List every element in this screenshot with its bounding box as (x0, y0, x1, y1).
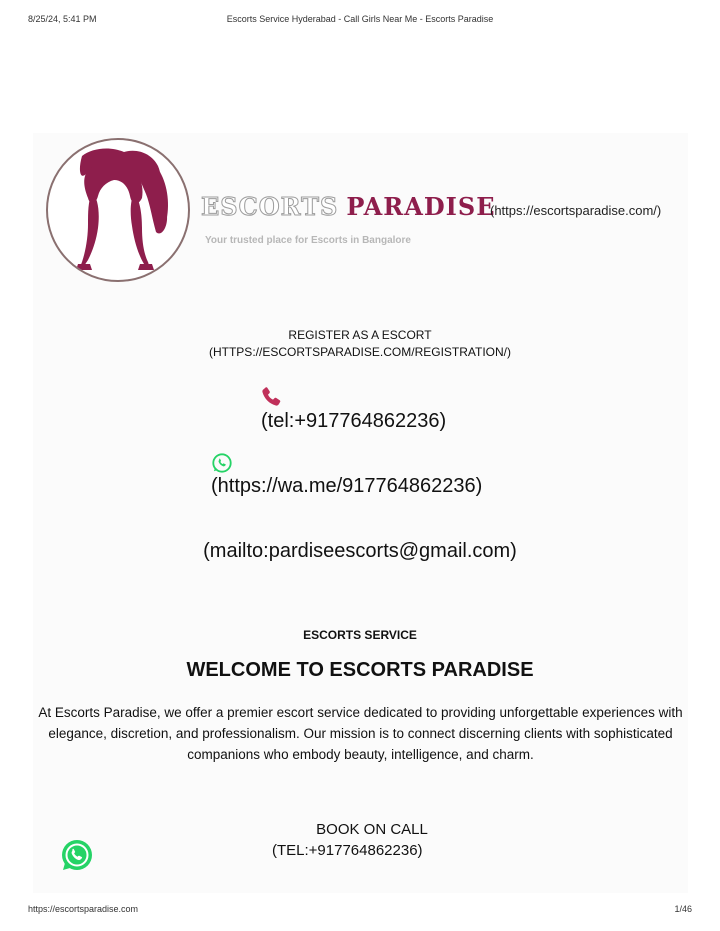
logo-tagline: Your trusted place for Escorts in Bangalore (205, 235, 411, 246)
whatsapp-link[interactable]: (https://wa.me/917764862236) (211, 475, 483, 497)
intro-paragraph: At Escorts Paradise, we offer a premier escort service dedicated to providing unforgettable experiences with elegance, discretion, and professionalism. Our mission is to connect discerning clients with sophisticated companions who embody beauty, intelligence, and charm. (38, 705, 683, 762)
logo-silhouette-icon (48, 140, 188, 280)
print-page-number: 1/46 (674, 904, 692, 914)
page-headline: WELCOME TO ESCORTS PARADISE (186, 659, 534, 681)
print-url: https://escortsparadise.com (28, 904, 139, 914)
whatsapp-float-icon[interactable] (60, 838, 94, 872)
print-datetime: 8/25/24, 5:41 PM (28, 14, 97, 24)
book-on-call-title[interactable]: BOOK ON CALL (316, 821, 428, 838)
site-link[interactable]: (https://escortsparadise.com/) (490, 203, 662, 218)
register-link[interactable] (0, 327, 720, 361)
logo-emblem[interactable] (46, 138, 190, 282)
tel-link[interactable]: (tel:+917764862236) (261, 410, 447, 432)
register-link-label: REGISTER AS A ESCORT (288, 328, 432, 342)
whatsapp-icon[interactable] (211, 452, 233, 474)
mail-link[interactable]: (mailto:pardiseescorts@gmail.com) (203, 540, 517, 562)
logo-word-paradise: PARADISE (346, 192, 496, 221)
logo-wordmark[interactable] (201, 192, 496, 221)
book-on-call-tel-link[interactable]: (TEL:+917764862236) (272, 842, 423, 859)
section-label: ESCORTS SERVICE (303, 628, 417, 642)
print-document-title: Escorts Service Hyderabad - Call Girls Near Me - Escorts Paradise (226, 14, 494, 24)
logo-word-escorts: ESCORTS (201, 192, 339, 221)
phone-icon[interactable] (259, 385, 283, 409)
register-link-url: (HTTPS://ESCORTSPARADISE.COM/REGISTRATION/) (208, 345, 512, 359)
